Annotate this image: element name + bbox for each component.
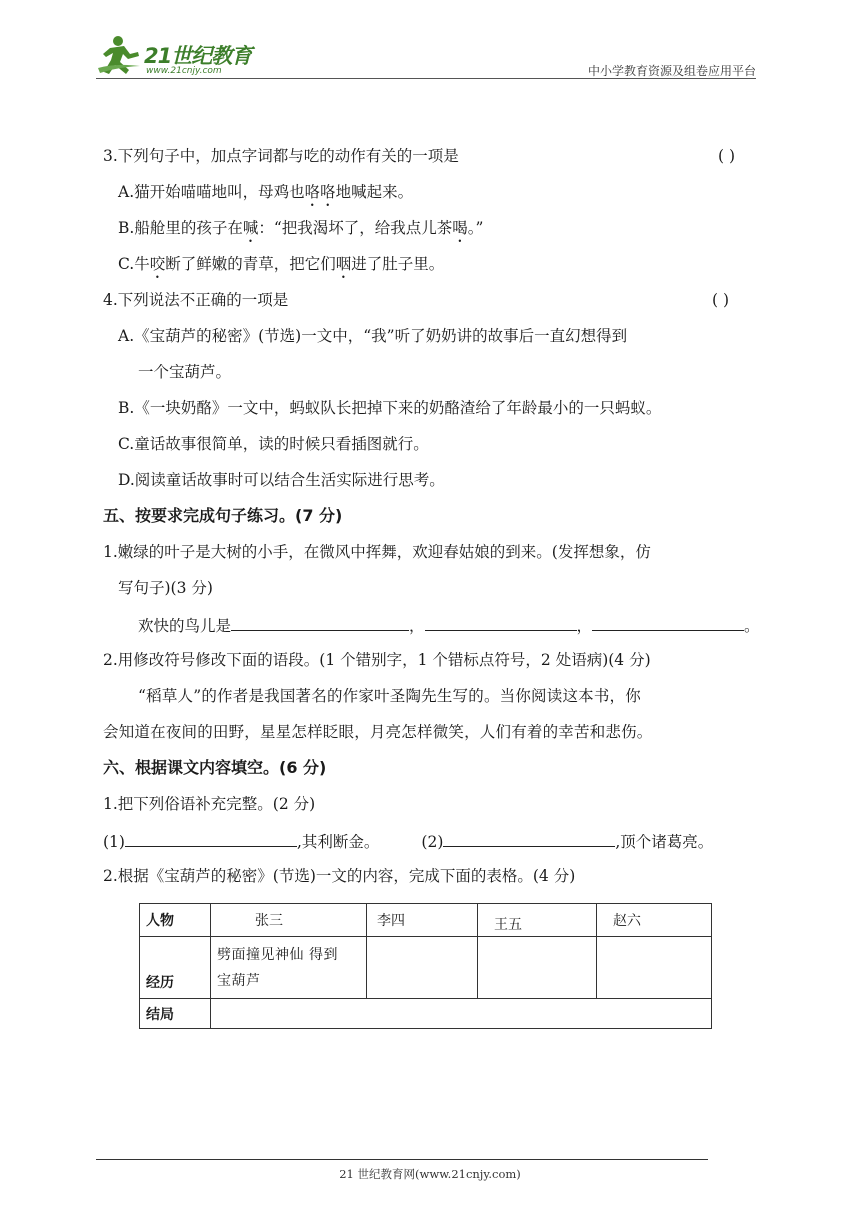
header-divider [96,78,756,79]
character-table [139,903,712,1029]
answer-blank[interactable] [125,830,297,847]
q4-stem: 4.下列说法不正确的一项是 [103,291,289,309]
s5-q2-stem: 2.用修改符号修改下面的语段。(1 个错别字，1 个错标点符号，2 处语病)(4 分) [103,651,651,669]
table-header-character: 人物 [140,904,211,937]
table-header-outcome: 结局 [140,999,211,1029]
section5-title: 五、按要求完成句子练习。(7 分) [103,506,343,525]
q4-option-d: D.阅读童话故事时可以结合生活实际进行思考。 [118,471,445,489]
answer-blank[interactable] [425,614,577,631]
answer-blank[interactable] [443,830,615,847]
s6-q1-stem: 1.把下列俗语补充完整。(2 分) [103,795,316,813]
logo-url: www.21cnjy.com [146,66,222,76]
table-cell-outcome-blank[interactable] [211,999,712,1029]
s6-q2-stem: 2.根据《宝葫芦的秘密》(节选)一文的内容，完成下面的表格。(4 分) [103,867,576,885]
table-header-experience: 经历 [140,937,211,999]
q3-option-a: A.猫开始喵喵地叫，母鸡也咯咯地喊起来。 [118,183,414,201]
q4-answer-paren: ( ) [712,291,730,309]
q4-option-b: B.《一块奶酪》一文中，蚂蚁队长把掉下来的奶酪渣给了年龄最小的一只蚂蚁。 [118,399,662,417]
q3-option-c: C.牛咬断了鲜嫩的青草，把它们咽进了肚子里。 [118,255,445,273]
table-cell-blank[interactable] [478,937,597,999]
s5-q2-paragraph-line2: 会知道在夜间的田野，星星怎样眨眼，月亮怎样微笑，人们有着的幸苦和悲伤。 [103,723,653,741]
section6-title: 六、根据课文内容填空。(6 分) [103,758,327,777]
table-name-zhaoliu: 赵六 [597,904,712,937]
answer-blank[interactable] [231,614,409,631]
logo [96,32,266,80]
footer-divider [96,1159,708,1160]
platform-name: 中小学教育资源及组卷应用平台 [587,64,756,78]
table-name-zhangsan: 张三 [211,904,367,937]
table-name-wangwu: 王五 [478,904,597,937]
q3-answer-paren: ( ) [718,147,736,165]
answer-blank[interactable] [592,614,744,631]
logo-title: 21世纪教育 [144,44,252,68]
s5-q1-fill: 欢快的鸟儿是 ， ， 。 [138,614,760,636]
q3-stem: 3.下列句子中，加点字词都与吃的动作有关的一项是 [103,147,459,165]
footer-text: 21 世纪教育网(www.21cnjy.com) [339,1167,521,1181]
q4-option-a-line1: A.《宝葫芦的秘密》(节选)一文中，“我”听了奶奶讲的故事后一直幻想得到 [118,327,628,345]
q4-option-a-line2: 一个宝葫芦。 [138,363,232,381]
s5-q2-paragraph-line1: “稻草人”的作者是我国著名的作家叶圣陶先生写的。当你阅读这本书，你 [138,687,641,705]
table-name-lisi: 李四 [367,904,478,937]
table-cell-blank[interactable] [367,937,478,999]
q4-option-c: C.童话故事很简单，读的时候只看插图就行。 [118,435,429,453]
s5-q1-line1: 1.嫩绿的叶子是大树的小手，在微风中挥舞，欢迎春姑娘的到来。(发挥想象，仿 [103,543,651,561]
s5-q1-line2: 写句子)(3 分) [118,579,213,597]
q3-option-b: B.船舱里的孩子在喊：“把我渴坏了，给我点儿茶喝。” [118,219,484,237]
table-cell-zhangsan-experience: 劈面撞见神仙 得到 宝葫芦 [211,937,367,999]
table-cell-blank[interactable] [597,937,712,999]
s6-q1-fills: (1) ,其利断金。 (2) ,顶个诸葛亮。 [103,830,713,852]
